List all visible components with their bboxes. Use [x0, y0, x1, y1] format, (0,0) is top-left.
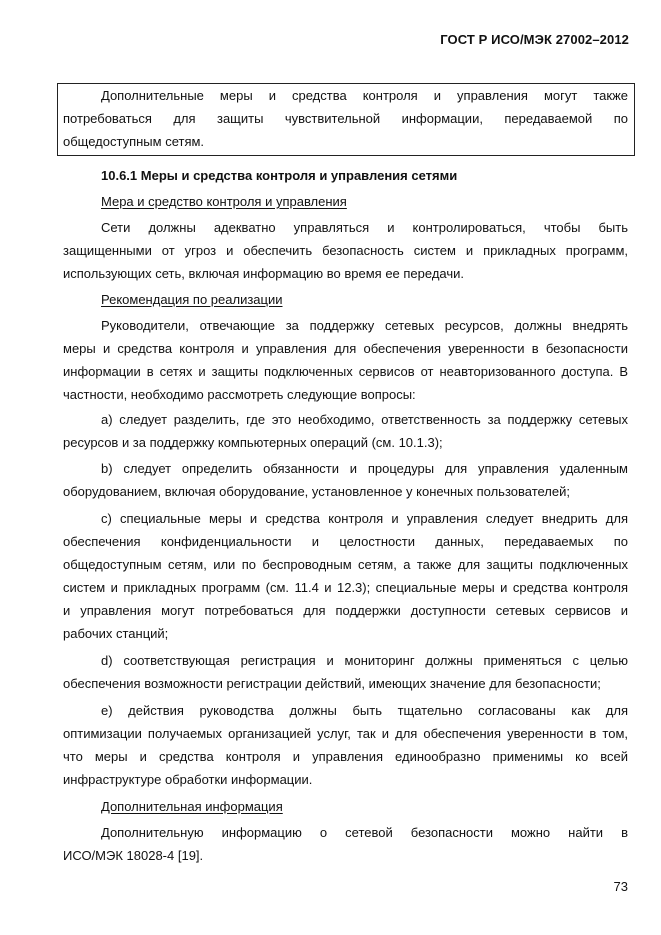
- list-item-e: инфраструктуре обработки информации.: [63, 772, 313, 787]
- list-item-e: е) действия руководства должны быть тщательно согласованы как для: [101, 703, 628, 718]
- section-title: 10.6.1 Меры и средства контроля и управления сетями: [101, 168, 458, 183]
- guidance-heading: Рекомендация по реализации: [101, 292, 283, 307]
- list-item-b: b) следует определить обязанности и процедуры для управления удаленным: [101, 461, 628, 476]
- page-number: 73: [613, 879, 628, 894]
- list-item-c: систем и прикладных программ (см. 11.4 и 12.3); специальные меры и средства контроля: [63, 580, 628, 595]
- list-item-c: обеспечения конфиденциальности и целостности данных, передаваемых по: [63, 534, 628, 549]
- control-heading: Мера и средство контроля и управления: [101, 194, 347, 209]
- paragraph-line: Дополнительную информацию о сетевой безопасности можно найти в: [101, 825, 628, 840]
- list-item-e: что меры и средства контроля и управления единообразно применимы ко всей: [63, 749, 628, 764]
- paragraph-line: меры и средства контроля и управления для обеспечения уверенности в безопасности: [63, 341, 628, 356]
- paragraph-line: использующих сеть, включая информацию во время ее передачи.: [63, 266, 465, 281]
- paragraph-line: частности, необходимо рассмотреть следующие вопросы:: [63, 387, 416, 402]
- list-item-c: общедоступным сетям, или по беспроводным сетям, а также для защиты подключенных: [63, 557, 628, 572]
- list-item-c: и управления могут потребоваться для поддержки доступности сетевых сервисов и: [63, 603, 628, 618]
- list-item-a: а) следует разделить, где это необходимо, ответственность за поддержку сетевых: [101, 412, 628, 427]
- list-item-d: обеспечения возможности регистрации действий, имеющих значение для безопасности;: [63, 676, 601, 691]
- document-standard-header: ГОСТ Р ИСО/МЭК 27002–2012: [440, 32, 629, 47]
- paragraph-line: информации в сетях и защиты подключенных сервисов от неавторизованного доступа. В: [63, 364, 628, 379]
- list-item-b: оборудованием, включая оборудование, установленное у конечных пользователей;: [63, 484, 570, 499]
- list-item-d: d) соответствующая регистрация и мониторинг должны применяться с целью: [101, 653, 628, 668]
- list-item-a: ресурсов и за поддержку компьютерных операций (см. 10.1.3);: [63, 435, 443, 450]
- note-line: Дополнительные меры и средства контроля и управления могут также: [101, 88, 628, 103]
- list-item-c: рабочих станций;: [63, 626, 169, 641]
- paragraph-line: Сети должны адекватно управляться и контролироваться, чтобы быть: [101, 220, 628, 235]
- list-item-e: оптимизации получаемых организацией услуг, так и для обеспечения уверенности в том,: [63, 726, 628, 741]
- note-line: потребоваться для защиты чувствительной информации, передаваемой по: [63, 111, 628, 126]
- paragraph-line: ИСО/МЭК 18028-4 [19].: [63, 848, 204, 863]
- note-line: общедоступным сетям.: [63, 134, 205, 149]
- list-item-c: с) специальные меры и средства контроля и управления следует внедрить для: [101, 511, 628, 526]
- paragraph-line: Руководители, отвечающие за поддержку сетевых ресурсов, должны внедрять: [101, 318, 628, 333]
- other-info-heading: Дополнительная информация: [101, 799, 283, 814]
- paragraph-line: защищенными от угроз и обеспечить безопасность систем и прикладных программ,: [63, 243, 628, 258]
